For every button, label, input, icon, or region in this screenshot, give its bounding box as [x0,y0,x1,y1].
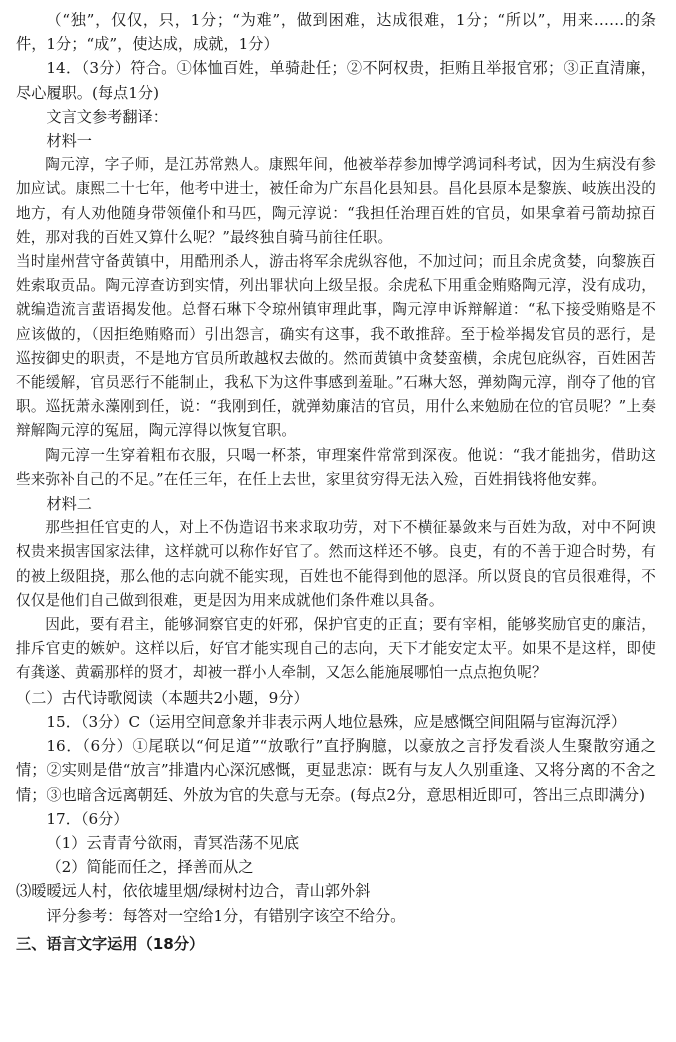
material-two-paragraph: 因此，要有君主，能够洞察官吏的奸邪，保护官吏的正直；要有宰相，能够奖励官吏的廉洁，排斥官吏的嫉妒。这样以后，好官才能实现自己的志向，天下才能安定太平。如果不是这样，即使有龚遂、黄霸那样的贤才，却被一群小人牵制，又怎么能施展哪怕一点点抱负呢？ [16,616,656,682]
q17-title: 17．（6分） [46,809,129,828]
q17-item: ⑶暧暧远人村，依依墟里烟/绿树村边合，青山郭外斜 [16,882,371,901]
q14-answer: 14．（3分）符合。①体恤百姓，单骑赴任；②不阿权贵，拒贿且举报官邪；③正直清廉，尽心履职。(每点1分) [16,59,656,102]
scoring-reference: 评分参考：每答对一空给1分，有错别字该空不给分。 [46,906,406,925]
poetry-section-title: （二）古代诗歌阅读（本题共2小题，9分） [16,688,309,707]
material-one-paragraph: 当时崖州营守备黄镇中，用酷刑杀人，游击将军余虎纵容他，不加过问；而且余虎贪婪，向黎族百姓索取贡品。陶元淳查访到实情，列出罪状向上级呈报。余虎私下用重金贿赂陶元淳，没有成功，就编造流言蜚语揭发他。总督石琳下令琼州镇审理此事，陶元淳申诉辩解道：“私下接受贿赂是不应该做的，（因拒绝贿赂而）引出怨言，确实有这事，我不敢推辞。至于检举揭发官员的恶行，是巡按御史的职责，不是地方官员所敢越权去做的。然而黄镇中贪婪蛮横，余虎包庇纵容，百姓困苦不能缓解，官员恶行不能制止，我私下为这件事感到羞耻。”石琳大怒，弹劾陶元淳，削夺了他的官职。巡抚萧永藻刚到任，说：“我刚到任，就弹劾廉洁的官员，用什么来勉励在位的官员呢？”上奏辩解陶元淳的冤屈，陶元淳得以恢复官职。 [16,253,656,440]
material-two-label: 材料二 [46,495,92,514]
language-section-title: 三、语言文字运用（18分） [16,934,205,953]
q17-item: （1）云青青兮欲雨，青冥浩荡不见底 [46,833,300,852]
material-one-paragraph: 陶元淳一生穿着粗布衣服，只喝一杯茶，审理案件常常到深夜。他说：“我才能拙劣，借助这些来弥补自己的不足。”在任三年，在任上去世，家里贫穷得无法入殓，百姓捐钱将他安葬。 [16,446,656,488]
material-two-paragraph: 那些担任官吏的人，对上不伪造诏书来求取功劳，对下不横征暴敛来与百姓为敌，对中不阿谀权贵来损害国家法律，这样就可以称作好官了。然而这样还不够。良吏，有的不善于迎合时势，有的被上级阻挠，那么他的志向就不能实现，百姓也不能得到他的恩泽。所以贤良的官员很难得，不仅仅是他们自己做到很难，更是因为用来成就他们条件难以具备。 [16,519,656,609]
q17-item: （2）简能而任之，择善而从之 [46,858,254,877]
material-one-paragraph: 陶元淳，字子师，是江苏常熟人。康熙年间，他被举荐参加博学鸿词科考试，因为生病没有参加应试。康熙二十七年，他考中进士，被任命为广东昌化县知县。昌化县原本是黎族、岐族出没的地方，有人劝他随身带领僮仆和马匹，陶元淳说：“我担任治理百姓的官员，如果拿着弓箭劫掠百姓，那对我的百姓又算什么呢？”最终独自骑马前往任职。 [16,156,656,246]
q16-answer: 16．（6分）①尾联以“何足道”“放歌行”直抒胸臆，以豪放之言抒发看淡人生聚散穷通之情；②实则是借“放言”排遣内心深沉感慨，更显悲凉：既有与友人久别重逢、又将分离的不舍之情；③也暗含远离朝廷、外放为官的失意与无奈。(每点2分，意思相近即可，答出三点即满分) [16,737,656,804]
q15-answer: 15．（3分）C（运用空间意象并非表示两人地位悬殊，应是感慨空间阻隔与宦海沉浮） [46,712,627,731]
translation-heading: 文言文参考翻译： [46,107,168,126]
material-one-label: 材料一 [46,132,92,151]
q13-scoring-note: （“独”，仅仅，只，1分；“为难”，做到困难，达成很难，1分；“所以”，用来……的条件，1分；“成”，使达成，成就，1分） [16,11,656,54]
